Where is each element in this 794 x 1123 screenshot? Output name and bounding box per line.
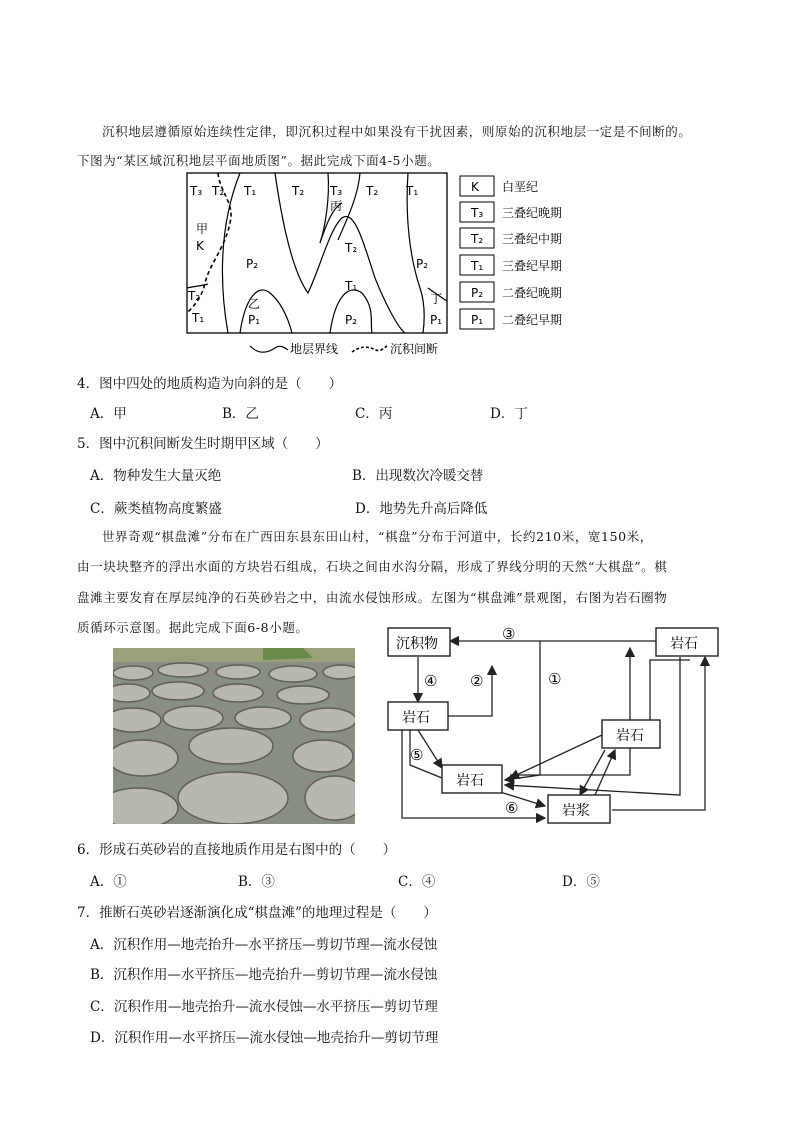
legend-name: 二叠纪晚期: [502, 286, 563, 300]
rock-top-box: 岩石: [670, 636, 698, 652]
boundary-line-label: 地层界线: [290, 342, 339, 356]
legend-name: 白垩纪: [502, 180, 539, 194]
legend-name: 三叠纪晚期: [502, 206, 563, 220]
legend-code: P₂: [471, 286, 484, 300]
rock-cycle-diagram: [380, 620, 720, 830]
q7-stem: 7．推断石英砂岩逐渐演化成“棋盘滩”的地理过程是（ ）: [77, 905, 437, 921]
q7-option-d[interactable]: D．沉积作用—水平挤压—流水侵蚀—地壳抬升—剪切节理: [90, 1030, 439, 1046]
q7-option-b[interactable]: B．沉积作用—水平挤压—地壳抬升—剪切节理—流水侵蚀: [90, 967, 438, 983]
intro2-line1: 世界奇观“棋盘滩”分布在广西田东县东田山村，“棋盘”分布于河道中，长约210米，宽150米，: [102, 529, 653, 544]
map-label: T₂: [366, 184, 379, 198]
qipantan-photo: [113, 648, 355, 824]
legend-name: 三叠纪早期: [502, 259, 563, 273]
arrow-label-3: ③: [502, 625, 516, 643]
map-label: P₁: [248, 313, 261, 327]
map-label: P₁: [430, 313, 443, 327]
magma-box: 岩浆: [562, 803, 590, 819]
q6-option-d[interactable]: D．⑤: [562, 874, 600, 890]
q5-option-b[interactable]: B．出现数次冷暖交替: [352, 468, 484, 484]
map-label: T₂: [188, 289, 201, 303]
legend-code: K: [471, 180, 479, 194]
unconformity-line-sample: [352, 346, 387, 352]
map-label: K: [196, 239, 204, 253]
rock-right-box: 岩石: [616, 728, 644, 744]
q5-option-a[interactable]: A．物种发生大量灭绝: [90, 468, 222, 484]
q7-option-a[interactable]: A．沉积作用—地壳抬升—水平挤压—剪切节理—流水侵蚀: [90, 937, 438, 953]
q5-stem: 5．图中沉积间断发生时期甲区域（ ）: [77, 436, 329, 452]
map-label: T₃: [190, 184, 203, 198]
q7-option-c[interactable]: C．沉积作用—地壳抬升—流水侵蚀—水平挤压—剪切节理: [90, 999, 438, 1015]
legend-code: T₂: [471, 232, 484, 246]
sediment-box: 沉积物: [396, 636, 438, 652]
map-label-yi: 乙: [248, 297, 261, 311]
map-label: P₂: [246, 257, 259, 271]
map-label: T₂: [345, 241, 358, 255]
map-label-ding: 丁: [430, 292, 443, 306]
q5-option-d[interactable]: D．地势先升高后降低: [355, 501, 488, 517]
map-label: T₁: [345, 279, 358, 293]
q4-stem: 4．图中四处的地质构造为向斜的是（ ）: [77, 376, 343, 392]
map-label: T₂: [292, 184, 305, 198]
q4-option-a[interactable]: A．甲: [90, 406, 127, 422]
legend-code: T₁: [471, 259, 484, 273]
map-legend: [460, 176, 562, 329]
map-label: T₃: [330, 184, 343, 198]
q6-option-b[interactable]: B．③: [238, 874, 275, 890]
boundary-line-sample: [250, 346, 288, 352]
intro2-line2: 由一块块整齐的浮出水面的方块岩石组成，石块之间由水沟分隔，形成了界线分明的天然“大棋盘”。棋: [77, 559, 668, 574]
intro2-line3: 盘滩主要发育在厚层纯净的石英砂岩之中，由流水侵蚀形成。左图为“棋盘滩”景观图，右图为岩石圈物: [77, 590, 668, 605]
map-label: T₁: [406, 184, 419, 198]
q4-option-d[interactable]: D．丁: [490, 406, 528, 422]
legend-code: P₁: [471, 313, 484, 327]
arrow-label-5: ⑤: [410, 746, 424, 764]
q6-stem: 6．形成石英砂岩的直接地质作用是右图中的（ ）: [77, 842, 397, 858]
legend-code: T₃: [471, 206, 484, 220]
intro1-line1: 沉积地层遵循原始连续性定律，即沉积过程中如果没有干扰因素，则原始的沉积地层一定是不间断的。: [102, 124, 692, 139]
arrow-label-6: ⑥: [505, 799, 519, 817]
q6-option-a[interactable]: A．①: [90, 874, 127, 890]
arrow-label-1: ①: [548, 670, 562, 688]
geologic-map: [180, 168, 580, 363]
intro2-line4: 质循环示意图。据此完成下面6-8小题。: [77, 620, 309, 635]
arrow-label-4: ④: [424, 672, 438, 690]
q5-option-c[interactable]: C．蕨类植物高度繁盛: [90, 501, 222, 517]
legend-name: 三叠纪中期: [502, 232, 563, 246]
map-label: P₂: [345, 313, 358, 327]
map-label: T₁: [192, 311, 205, 325]
map-label-bing: 丙: [330, 199, 343, 213]
map-label-jia: 甲: [196, 222, 209, 236]
arrow-label-2: ②: [470, 672, 484, 690]
map-label: P₂: [416, 257, 429, 271]
rock-left-box: 岩石: [402, 710, 430, 726]
rock-mid-box: 岩石: [456, 773, 484, 789]
q4-option-c[interactable]: C．丙: [355, 406, 393, 422]
unconformity-line-label: 沉积间断: [390, 342, 439, 356]
intro1-line2: 下图为“某区域沉积地层平面地质图”。据此完成下面4-5小题。: [77, 153, 441, 168]
map-label: T₁: [244, 184, 257, 198]
q6-option-c[interactable]: C．④: [398, 874, 436, 890]
q4-option-b[interactable]: B．乙: [222, 406, 259, 422]
map-label: T₂: [212, 184, 225, 198]
legend-name: 二叠纪早期: [502, 313, 563, 327]
